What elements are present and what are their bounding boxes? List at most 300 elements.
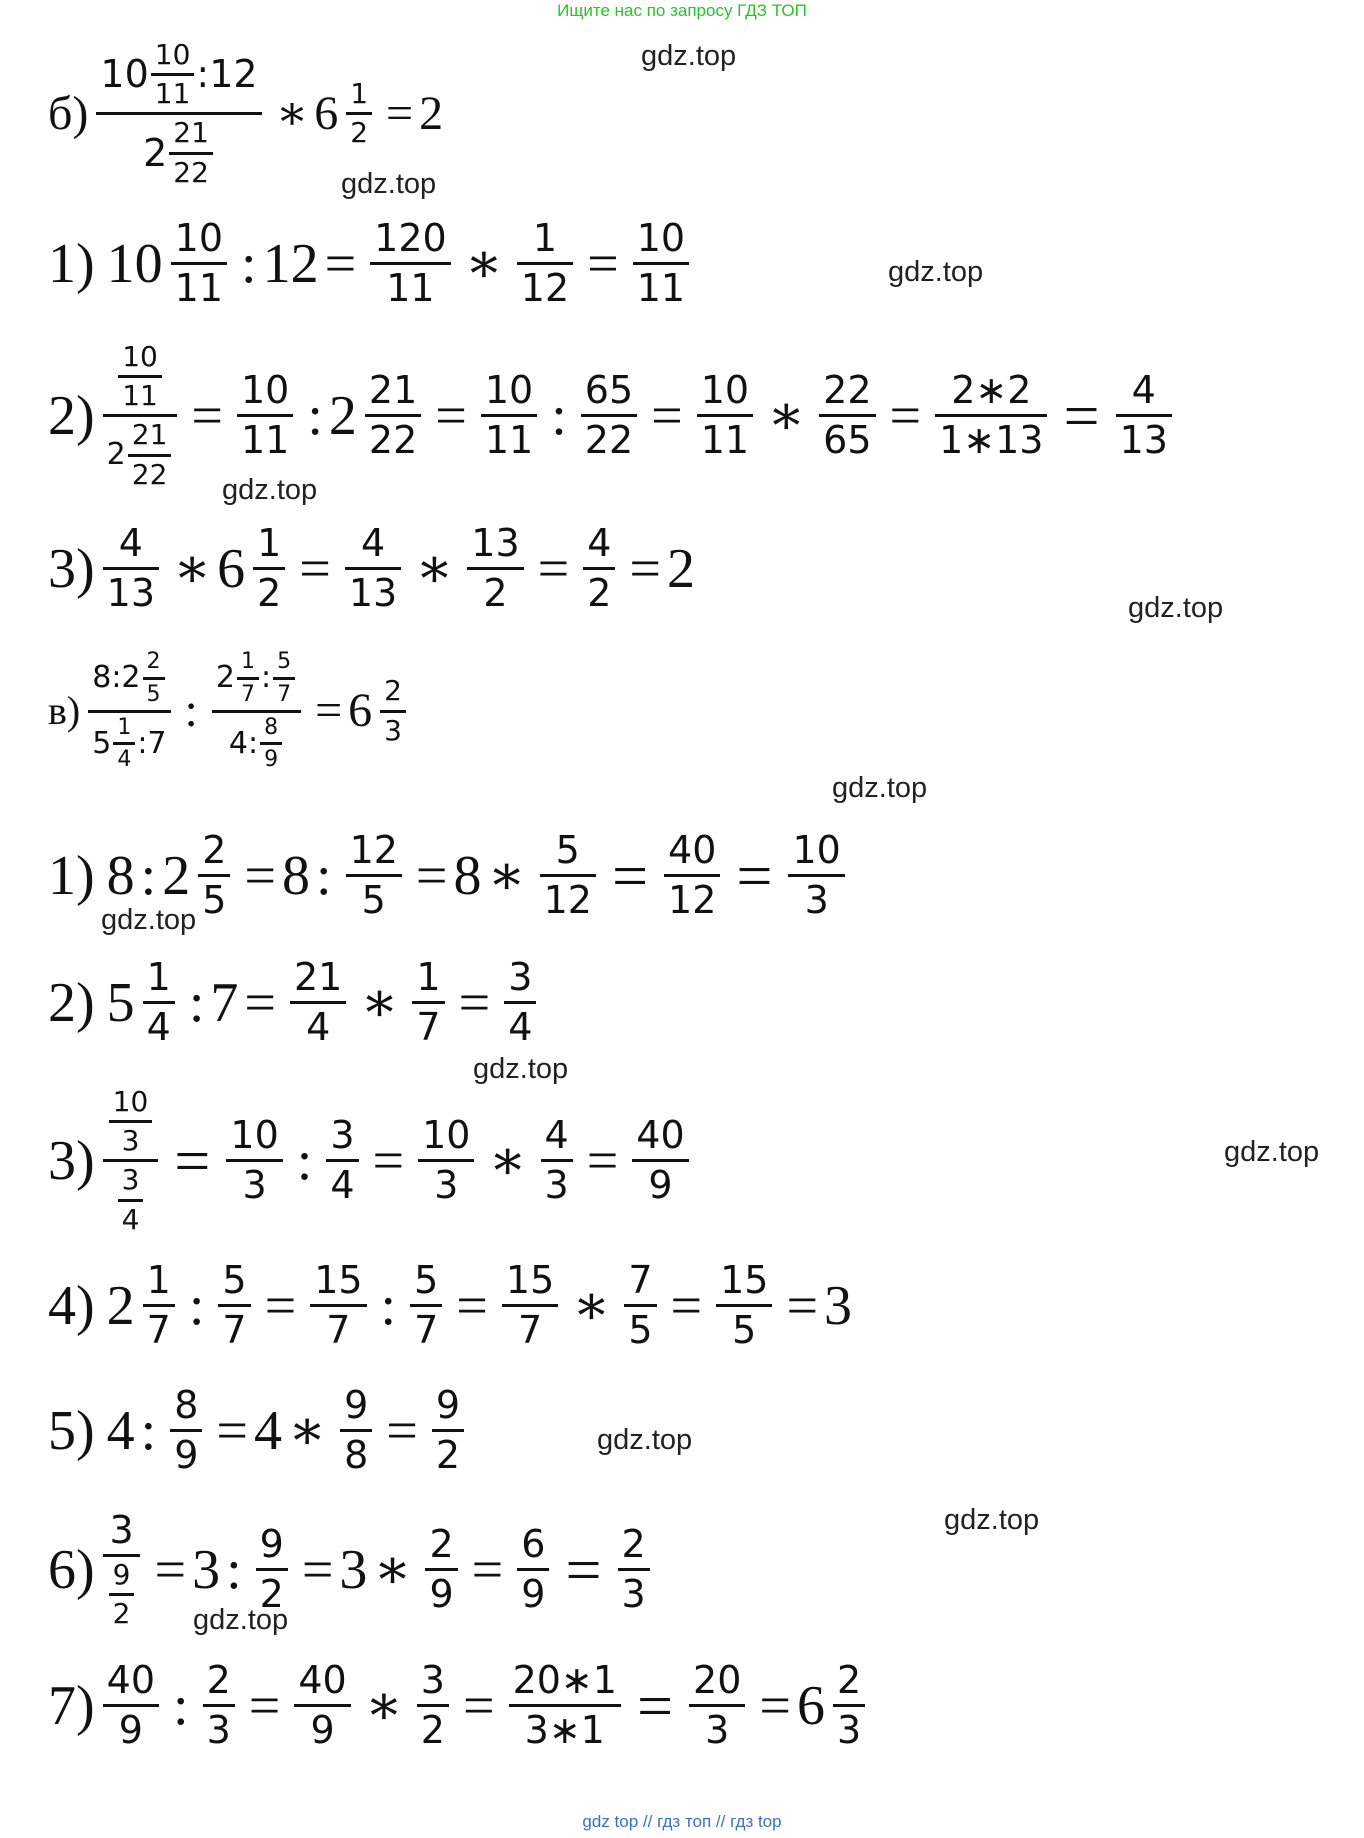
op: : bbox=[316, 844, 332, 907]
mixed-number bbox=[348, 676, 414, 745]
num: 2 bbox=[667, 537, 696, 600]
op: = bbox=[301, 1538, 334, 1601]
num: 3 bbox=[109, 1508, 134, 1552]
num: 10 bbox=[100, 52, 149, 97]
num: 5 bbox=[202, 878, 227, 923]
num: 6 bbox=[348, 684, 373, 737]
label: 5) bbox=[48, 1399, 95, 1462]
op: = bbox=[651, 384, 683, 447]
op: = bbox=[299, 537, 331, 600]
fraction bbox=[310, 1260, 366, 1351]
fraction bbox=[370, 218, 451, 309]
mixed-number bbox=[107, 218, 235, 309]
watermark: gdz.top bbox=[832, 772, 928, 804]
step-v1 bbox=[48, 830, 853, 921]
fraction bbox=[467, 523, 523, 614]
op: = bbox=[435, 384, 467, 447]
label: 2) bbox=[48, 384, 95, 447]
fraction bbox=[716, 1260, 772, 1351]
fraction bbox=[326, 1115, 358, 1206]
bottom-banner[interactable]: gdz top // гдз топ // гдз top bbox=[582, 1812, 782, 1831]
num: 9 bbox=[259, 1522, 284, 1567]
fraction bbox=[504, 957, 536, 1048]
label: 3) bbox=[48, 1129, 95, 1192]
fraction bbox=[345, 523, 401, 614]
num: 13 bbox=[1119, 418, 1168, 463]
num: 3 bbox=[121, 1124, 140, 1158]
num: 21 bbox=[173, 116, 209, 150]
num: 8 bbox=[453, 844, 482, 907]
num: 13 bbox=[348, 571, 398, 616]
num: 5 bbox=[732, 1308, 757, 1353]
watermark: gdz.top bbox=[341, 168, 437, 200]
num: 1 bbox=[257, 521, 282, 565]
num: 15 bbox=[720, 1258, 769, 1302]
num: 5 bbox=[628, 1308, 653, 1353]
label: 4) bbox=[48, 1274, 95, 1337]
fraction bbox=[203, 1660, 235, 1751]
num: 7 bbox=[517, 1308, 543, 1353]
fraction bbox=[365, 370, 421, 461]
fraction bbox=[502, 1260, 558, 1351]
num: 1 bbox=[416, 955, 441, 999]
op: = bbox=[248, 1674, 281, 1737]
fraction bbox=[169, 118, 213, 187]
fraction bbox=[632, 1115, 688, 1206]
op: ∗ bbox=[488, 1129, 527, 1192]
num: 7 bbox=[277, 681, 292, 707]
num: 12 bbox=[520, 266, 570, 311]
op: ∗ bbox=[373, 1538, 412, 1601]
fraction bbox=[541, 1115, 573, 1206]
op: = bbox=[324, 232, 357, 295]
num: 11 bbox=[386, 266, 435, 311]
fraction bbox=[425, 1524, 457, 1615]
num: 21 bbox=[294, 955, 343, 999]
num: 1 bbox=[350, 77, 369, 111]
num: 5 bbox=[555, 828, 580, 872]
num: 6 bbox=[521, 1522, 546, 1567]
num: 12 bbox=[262, 232, 319, 295]
op: : bbox=[188, 971, 205, 1034]
num: 4 bbox=[330, 1163, 355, 1208]
op: ∗ bbox=[288, 1399, 327, 1462]
num: 11 bbox=[122, 379, 158, 413]
num: 3∗1 bbox=[524, 1708, 605, 1753]
num: 9 bbox=[429, 1572, 454, 1617]
num: 3 bbox=[804, 878, 829, 923]
num: 22 bbox=[173, 155, 209, 189]
fraction bbox=[432, 1385, 464, 1476]
num: 11 bbox=[240, 418, 290, 463]
op: = bbox=[386, 86, 414, 140]
num: 10 bbox=[636, 216, 686, 260]
watermark: gdz.top bbox=[222, 474, 318, 506]
num: 5 bbox=[222, 1258, 247, 1302]
op: = bbox=[587, 232, 619, 295]
num: 2 bbox=[429, 1522, 454, 1567]
mixed-number bbox=[162, 830, 238, 921]
num: 2 bbox=[146, 649, 161, 674]
fraction bbox=[410, 1260, 442, 1351]
num: 3 bbox=[824, 1274, 853, 1337]
num: 4 bbox=[106, 1399, 135, 1462]
num: 2 bbox=[420, 1708, 445, 1753]
fraction bbox=[103, 523, 159, 614]
fraction bbox=[517, 1524, 549, 1615]
num: 4 bbox=[146, 1005, 171, 1050]
fraction bbox=[290, 957, 346, 1048]
num: 22 bbox=[584, 418, 634, 463]
fraction bbox=[819, 370, 875, 461]
num: 6 bbox=[217, 537, 246, 600]
fraction bbox=[143, 1260, 175, 1351]
mixed-number bbox=[217, 523, 293, 614]
num: 12 bbox=[543, 878, 592, 923]
num: 12 bbox=[349, 828, 398, 872]
num: 20 bbox=[693, 1658, 742, 1702]
watermark: gdz.top bbox=[193, 1604, 289, 1636]
op: : bbox=[260, 660, 272, 696]
num: 4 bbox=[508, 1005, 533, 1050]
step-v5 bbox=[48, 1385, 472, 1476]
op: = bbox=[216, 1399, 248, 1462]
op: : bbox=[380, 1274, 397, 1337]
num: 40 bbox=[106, 1658, 156, 1702]
num: 10 bbox=[122, 340, 158, 373]
step-b1 bbox=[48, 218, 697, 309]
num: 6 bbox=[314, 86, 339, 140]
fraction bbox=[113, 716, 135, 773]
num: 1 bbox=[532, 216, 558, 260]
fraction bbox=[833, 1660, 865, 1751]
fraction bbox=[380, 676, 406, 745]
top-banner[interactable]: Ищите нас по запросу ГДЗ ТОП bbox=[557, 1, 807, 20]
watermark: gdz.top bbox=[1224, 1136, 1320, 1168]
num: 7 bbox=[414, 1308, 439, 1353]
fraction bbox=[697, 370, 753, 461]
num: 22 bbox=[368, 418, 418, 463]
num: 3 bbox=[192, 1538, 221, 1601]
num: 12 bbox=[668, 878, 717, 923]
label: 1) bbox=[48, 844, 95, 907]
op: ∗ bbox=[360, 971, 399, 1034]
fraction bbox=[226, 1115, 282, 1206]
watermark: gdz.top bbox=[597, 1424, 693, 1456]
num: 4 bbox=[360, 521, 386, 565]
num: 10 bbox=[240, 368, 290, 413]
fraction bbox=[143, 957, 175, 1048]
label: 6) bbox=[48, 1538, 95, 1601]
op: = bbox=[415, 844, 448, 907]
num: 9 bbox=[435, 1383, 461, 1427]
mixed-number bbox=[107, 957, 183, 1048]
num: 13 bbox=[471, 521, 520, 565]
watermark: gdz.top bbox=[101, 904, 197, 936]
num: 65 bbox=[584, 368, 634, 413]
fraction bbox=[581, 370, 637, 461]
num: 40 bbox=[298, 1658, 347, 1702]
num: 10 bbox=[106, 232, 163, 295]
num: 4 bbox=[118, 521, 143, 565]
num: 3 bbox=[330, 1113, 355, 1158]
fraction bbox=[664, 830, 720, 921]
num: 5 bbox=[277, 649, 292, 674]
fraction bbox=[256, 1524, 288, 1615]
op: : bbox=[140, 1399, 157, 1462]
fraction bbox=[633, 218, 689, 309]
num: 2 bbox=[121, 660, 141, 696]
num: 4 bbox=[1131, 368, 1156, 413]
mixed-number bbox=[797, 1660, 873, 1751]
num: 10 bbox=[112, 1085, 149, 1118]
op: ∗ bbox=[275, 86, 309, 140]
fraction bbox=[540, 830, 596, 921]
op: : bbox=[307, 384, 323, 447]
num: 10 bbox=[484, 368, 534, 413]
op: = bbox=[458, 971, 491, 1034]
op: ∗ bbox=[487, 844, 526, 907]
fraction bbox=[171, 218, 227, 309]
op: = bbox=[244, 971, 276, 1034]
op: ∗ bbox=[767, 384, 806, 447]
step-v4 bbox=[48, 1260, 852, 1351]
num: 9 bbox=[118, 1708, 143, 1753]
problem-v bbox=[48, 650, 414, 772]
num: 21 bbox=[368, 368, 418, 413]
fraction bbox=[88, 650, 170, 772]
op: = bbox=[471, 1538, 504, 1601]
num: 1 bbox=[117, 714, 132, 740]
fraction bbox=[346, 830, 402, 921]
num: 7 bbox=[416, 1005, 441, 1050]
num: 2 bbox=[106, 437, 126, 472]
num: 1 bbox=[146, 955, 171, 999]
watermark: gdz.top bbox=[1128, 592, 1224, 624]
fraction bbox=[689, 1660, 745, 1751]
step-b3 bbox=[48, 523, 695, 614]
num: 11 bbox=[174, 266, 224, 311]
num: 3 bbox=[705, 1708, 730, 1753]
num: 3 bbox=[339, 1538, 368, 1601]
op: = bbox=[786, 1274, 819, 1337]
num: 7 bbox=[628, 1258, 653, 1302]
fraction bbox=[109, 1560, 135, 1629]
num: 22 bbox=[131, 457, 168, 491]
fraction bbox=[583, 523, 615, 614]
label: 1) bbox=[48, 232, 95, 295]
op: = bbox=[191, 384, 223, 447]
fraction bbox=[412, 957, 444, 1048]
num: 9 bbox=[264, 747, 279, 773]
op: = bbox=[456, 1274, 488, 1337]
problem-b bbox=[48, 40, 443, 188]
op: = bbox=[315, 684, 343, 737]
op: = bbox=[565, 1533, 602, 1605]
num: 5 bbox=[106, 971, 135, 1034]
op: : bbox=[247, 725, 259, 761]
watermark: gdz.top bbox=[944, 1504, 1040, 1536]
num: 5 bbox=[146, 681, 161, 707]
op: = bbox=[154, 1538, 187, 1601]
num: 2 bbox=[215, 660, 235, 696]
num: 20∗1 bbox=[512, 1658, 617, 1702]
fraction bbox=[103, 1660, 159, 1751]
fraction bbox=[151, 40, 195, 109]
num: 11 bbox=[636, 266, 686, 311]
fraction bbox=[1116, 370, 1172, 461]
num: 21 bbox=[131, 418, 168, 452]
num: 40 bbox=[668, 828, 717, 872]
num: 4 bbox=[544, 1113, 569, 1158]
op: : bbox=[184, 684, 198, 737]
num: 2 bbox=[587, 571, 612, 616]
mixed-number bbox=[107, 1260, 183, 1351]
fraction bbox=[118, 342, 162, 411]
fraction bbox=[273, 650, 295, 707]
num: 2 bbox=[435, 1433, 461, 1478]
fraction bbox=[109, 1087, 153, 1156]
num: 9 bbox=[112, 1558, 131, 1592]
label: б) bbox=[48, 86, 89, 140]
label: 3) bbox=[48, 537, 95, 600]
fraction bbox=[96, 40, 261, 188]
num: 4 bbox=[117, 747, 132, 773]
num: 2 bbox=[419, 86, 444, 140]
num: 9 bbox=[521, 1572, 546, 1617]
num: 2 bbox=[621, 1522, 646, 1567]
step-v7 bbox=[48, 1660, 873, 1751]
num: 10 bbox=[700, 368, 750, 413]
step-v2 bbox=[48, 957, 544, 1048]
num: 3 bbox=[420, 1658, 445, 1702]
num: 7 bbox=[326, 1308, 351, 1353]
watermark: gdz.top bbox=[473, 1053, 569, 1085]
fraction bbox=[103, 342, 178, 490]
num: 3 bbox=[242, 1163, 267, 1208]
fraction bbox=[118, 1165, 144, 1234]
fraction bbox=[788, 830, 844, 921]
num: 2 bbox=[836, 1658, 862, 1702]
num: 9 bbox=[174, 1433, 199, 1478]
num: 3 bbox=[206, 1708, 231, 1753]
fraction bbox=[418, 1115, 474, 1206]
fraction bbox=[340, 1385, 372, 1476]
op: = bbox=[629, 537, 662, 600]
num: 4 bbox=[228, 725, 248, 761]
num: 2 bbox=[202, 828, 227, 872]
num: 10 bbox=[792, 828, 841, 872]
num: 1∗13 bbox=[939, 418, 1044, 463]
op: = bbox=[889, 384, 922, 447]
watermark: gdz.top bbox=[888, 256, 984, 288]
num: 15 bbox=[314, 1258, 363, 1302]
num: 9 bbox=[648, 1163, 673, 1208]
op: = bbox=[670, 1274, 703, 1337]
fraction bbox=[624, 1260, 656, 1351]
num: 3 bbox=[121, 1163, 140, 1197]
step-v3 bbox=[48, 1087, 697, 1235]
op: : bbox=[241, 232, 257, 295]
op: = bbox=[1063, 379, 1100, 451]
op: = bbox=[386, 1399, 418, 1462]
op: : bbox=[196, 52, 210, 97]
mixed-number bbox=[314, 79, 380, 148]
num: 11 bbox=[700, 418, 750, 463]
num: 2 bbox=[162, 844, 191, 907]
num: 2 bbox=[259, 1572, 284, 1617]
op: : bbox=[173, 1674, 189, 1737]
op: = bbox=[611, 839, 649, 911]
watermark: gdz.top bbox=[641, 40, 737, 72]
fraction bbox=[346, 79, 372, 148]
num: 11 bbox=[484, 418, 534, 463]
num: 4 bbox=[254, 1399, 282, 1462]
num: 4 bbox=[306, 1005, 331, 1050]
num: 2 bbox=[106, 1274, 135, 1337]
fraction bbox=[237, 650, 259, 707]
label: 7) bbox=[48, 1674, 95, 1737]
num: 3 bbox=[384, 713, 402, 747]
op: : bbox=[140, 844, 157, 907]
num: 2 bbox=[384, 674, 402, 708]
num: 7 bbox=[210, 971, 239, 1034]
num: 10 bbox=[154, 38, 191, 71]
num: 3 bbox=[434, 1163, 459, 1208]
num: 2∗2 bbox=[951, 368, 1032, 413]
op: = bbox=[759, 1674, 791, 1737]
op: : bbox=[111, 660, 122, 696]
num: 1 bbox=[240, 649, 255, 674]
num: 4 bbox=[121, 1202, 140, 1236]
num: 6 bbox=[796, 1674, 825, 1737]
num: 2 bbox=[483, 571, 508, 616]
num: 5 bbox=[361, 878, 386, 923]
op: : bbox=[551, 384, 567, 447]
fraction bbox=[212, 650, 301, 772]
num: 65 bbox=[823, 418, 872, 463]
num: 2 bbox=[143, 130, 168, 175]
num: 8 bbox=[174, 1383, 199, 1427]
num: 9 bbox=[344, 1383, 369, 1427]
fraction bbox=[509, 1660, 621, 1751]
num: 4 bbox=[587, 521, 612, 565]
num: 1 bbox=[146, 1258, 171, 1302]
op: : bbox=[137, 725, 148, 761]
op: ∗ bbox=[415, 537, 454, 600]
num: 2 bbox=[328, 384, 357, 447]
num: 8 bbox=[106, 844, 135, 907]
fraction bbox=[218, 1260, 250, 1351]
num: 40 bbox=[636, 1113, 685, 1158]
num: 10 bbox=[230, 1113, 279, 1158]
num: 13 bbox=[106, 571, 156, 616]
label: 2) bbox=[48, 971, 95, 1034]
op: = bbox=[636, 1669, 674, 1741]
label: в) bbox=[48, 688, 81, 733]
num: 2 bbox=[257, 571, 282, 616]
num: 8 bbox=[92, 660, 112, 696]
fraction bbox=[198, 830, 230, 921]
num: 9 bbox=[310, 1708, 335, 1753]
fraction bbox=[237, 370, 293, 461]
op: = bbox=[586, 1129, 619, 1192]
num: 2 bbox=[206, 1658, 231, 1702]
fraction bbox=[170, 1385, 202, 1476]
step-b2 bbox=[48, 342, 1180, 490]
fraction bbox=[618, 1524, 650, 1615]
fraction bbox=[935, 370, 1047, 461]
